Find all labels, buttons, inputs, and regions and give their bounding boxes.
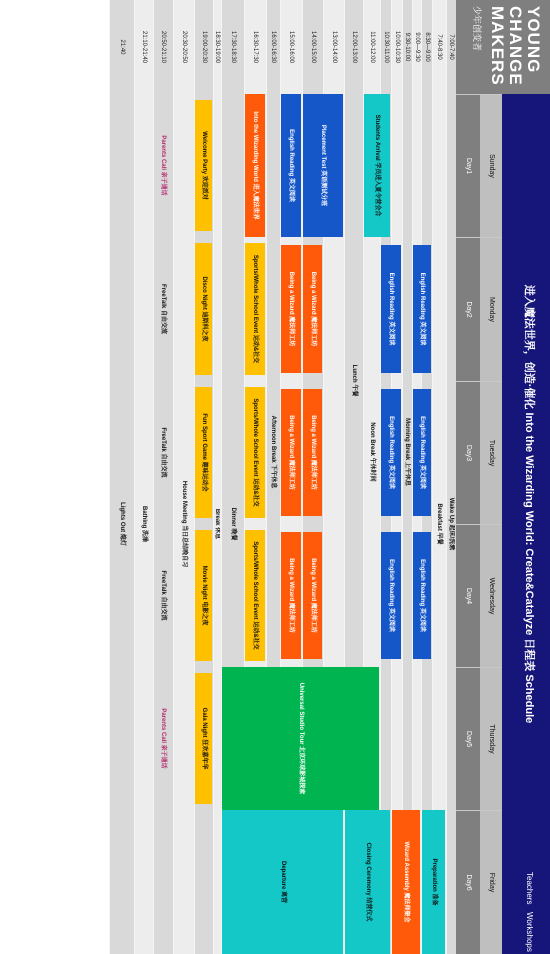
title-bar bbox=[456, 94, 550, 954]
day-number: Day2 bbox=[456, 238, 480, 381]
movie-night: Movie Night 电影之夜 bbox=[195, 530, 212, 661]
wake-up-bar: Wake Up 起床/洗漱 bbox=[448, 497, 455, 551]
time-slot-label: 10:30-11:00 bbox=[380, 0, 391, 94]
time-slot-label: 7:40-8:30 bbox=[432, 0, 446, 94]
time-slot-label: 8:30—9:00 bbox=[421, 0, 432, 94]
welcome-party: Welcome Party 欢迎派对 bbox=[195, 100, 212, 231]
being-a-wizard-block: Being a Wizard 魔法师工坊 bbox=[303, 245, 322, 373]
time-slot-label: 14:00-15:00 bbox=[302, 0, 323, 94]
workshops-label: Workshops bbox=[525, 912, 534, 952]
day-name: Friday bbox=[480, 811, 502, 954]
preparation-friday: Preparation 准备 bbox=[422, 810, 445, 954]
day-name: Wednesday bbox=[480, 525, 502, 667]
english-reading-sunday: English Reading 英文阅读 bbox=[281, 94, 301, 237]
time-slot-label: 11:00-12:00 bbox=[363, 0, 380, 94]
day-header-sunday bbox=[456, 94, 502, 237]
time-slot-label: 9:00—9:30 bbox=[412, 0, 421, 94]
time-slot-label: 9:30-10:00 bbox=[402, 0, 412, 94]
time-slot-label: 20:50-21:10 bbox=[153, 0, 173, 94]
freetalk-tuesday: FreeTalk 自由交流 bbox=[160, 427, 167, 478]
time-slot-label: 16:30-17:30 bbox=[244, 0, 266, 94]
freetalk-monday: FreeTalk 自由交流 bbox=[160, 284, 167, 334]
being-a-wizard-block: Being a Wizard 魔法师工坊 bbox=[303, 532, 322, 659]
day-header-row bbox=[456, 94, 502, 954]
time-slot-label: 21:40 bbox=[109, 0, 134, 94]
departure: Departure 离营 bbox=[222, 810, 343, 954]
time-slot-label: 13:00-14:00 bbox=[323, 0, 344, 94]
placement-test: Placement Test 英语测试分班 bbox=[303, 94, 343, 237]
time-slot-label: 19:00-20:30 bbox=[194, 0, 213, 94]
logo bbox=[456, 0, 550, 94]
universal-studio-tour: Universal Studio Tour 北京环球影城探索 bbox=[222, 667, 379, 810]
dinner-bar: Dinner 晚餐 bbox=[229, 507, 236, 541]
english-reading-block: English Reading 英文阅读 bbox=[413, 389, 431, 516]
noon-break: Noon Break 午休时间 bbox=[368, 422, 375, 482]
logo-line-2: CHANGE bbox=[506, 6, 525, 86]
being-a-wizard-block: Being a Wizard 魔法师工坊 bbox=[281, 245, 301, 373]
day-header-tuesday bbox=[456, 381, 502, 524]
day-number: Day6 bbox=[456, 811, 480, 954]
day-number: Day3 bbox=[456, 382, 480, 524]
being-a-wizard-block: Being a Wizard 魔法师工坊 bbox=[281, 532, 301, 659]
breakfast-bar: Breakfast 早餐 bbox=[436, 503, 443, 545]
day-header-thursday bbox=[456, 667, 502, 810]
lunch-bar: Lunch 午餐 bbox=[350, 364, 357, 397]
page-title: 进入魔法世界，创造·催化 Into the Wizarding World: Create&Catalyze 日程表 Schedule bbox=[523, 284, 535, 724]
logo-line-3: MAKERS bbox=[488, 6, 507, 86]
bathing-bar: Bathing 洗澡 bbox=[140, 506, 147, 542]
time-slot-label: 16:00-16:30 bbox=[266, 0, 280, 94]
fun-sport-game: Fun Sport Game 趣味运动会 bbox=[195, 387, 212, 518]
lights-out-bar: Lights Out 熄灯 bbox=[118, 502, 125, 546]
time-slot-label: 20:30-20:50 bbox=[173, 0, 194, 94]
logo-subtitle: 少年创变者 bbox=[472, 6, 482, 52]
day-header-monday bbox=[456, 237, 502, 381]
freetalk-wednesday: FreeTalk 自由交流 bbox=[160, 570, 167, 621]
afternoon-break: Afternoon Break 下午休息 bbox=[270, 415, 277, 489]
house-meeting: House Meeting 当日总结晚自习 bbox=[180, 480, 187, 568]
disco-night: Disco Night 迪斯科之夜 bbox=[195, 243, 212, 375]
time-slot-label: 18:30-19:00 bbox=[213, 0, 221, 94]
time-slot-label: 17:30-18:30 bbox=[221, 0, 244, 94]
logo-line-1: YOUNG bbox=[524, 6, 543, 74]
time-slot-label: 21:10-21:40 bbox=[134, 0, 153, 94]
english-reading-block: English Reading 英文阅读 bbox=[381, 389, 401, 516]
teachers-label: Teachers bbox=[525, 872, 534, 905]
time-slot-label: 10:00-10:30 bbox=[391, 0, 402, 94]
sports-event-block: Sports/Whole School Event 运动&社交 bbox=[245, 387, 265, 518]
day-name: Monday bbox=[480, 238, 502, 381]
day-number: Day5 bbox=[456, 668, 480, 810]
day-number: Day1 bbox=[456, 95, 480, 237]
being-a-wizard-block: Being a Wizard 魔法师工坊 bbox=[281, 389, 301, 516]
day-header-wednesday bbox=[456, 524, 502, 667]
day-name: Tuesday bbox=[480, 382, 502, 524]
english-reading-block: English Reading 英文阅读 bbox=[381, 532, 401, 659]
sports-event-block: Sports/Whole School Event 运动&社交 bbox=[245, 243, 265, 375]
time-slot-label: 7:00-7:40 bbox=[446, 0, 456, 94]
english-reading-block: English Reading 英文阅读 bbox=[413, 245, 431, 373]
students-arrival: Students Arrival 学员进入夏令营会合 bbox=[364, 94, 390, 237]
time-slot-label: 12:00-13:00 bbox=[344, 0, 363, 94]
parents-call-thursday: Parents Call 亲子通话 bbox=[160, 708, 167, 769]
being-a-wizard-block: Being a Wizard 魔法师工坊 bbox=[303, 389, 322, 516]
into-the-wizarding-world: Into the Wizarding World 进入魔法世界 bbox=[245, 94, 265, 237]
english-reading-block: English Reading 英文阅读 bbox=[413, 532, 431, 659]
break-bar: Break 休息 bbox=[214, 508, 220, 540]
gala-night: Gala Night 狂欢嘉年华 bbox=[195, 673, 212, 804]
parents-call-sunday: Parents Call 亲子通话 bbox=[160, 135, 167, 196]
day-name: Thursday bbox=[480, 668, 502, 810]
wizard-assembly: Wizard Assembly 魔法师聚会 bbox=[392, 810, 420, 954]
day-number: Day4 bbox=[456, 525, 480, 667]
day-header-friday bbox=[456, 810, 502, 954]
day-name: Sunday bbox=[480, 95, 502, 237]
time-slot-label: 15:00-16:00 bbox=[280, 0, 302, 94]
closing-ceremony: Closing Ceremony 结营仪式 bbox=[345, 810, 390, 954]
english-reading-block: English Reading 英文阅读 bbox=[381, 245, 401, 373]
morning-break: Morning Break 上午休息 bbox=[404, 418, 411, 486]
sports-event-block: Sports/Whole School Event 运动&社交 bbox=[245, 530, 265, 661]
